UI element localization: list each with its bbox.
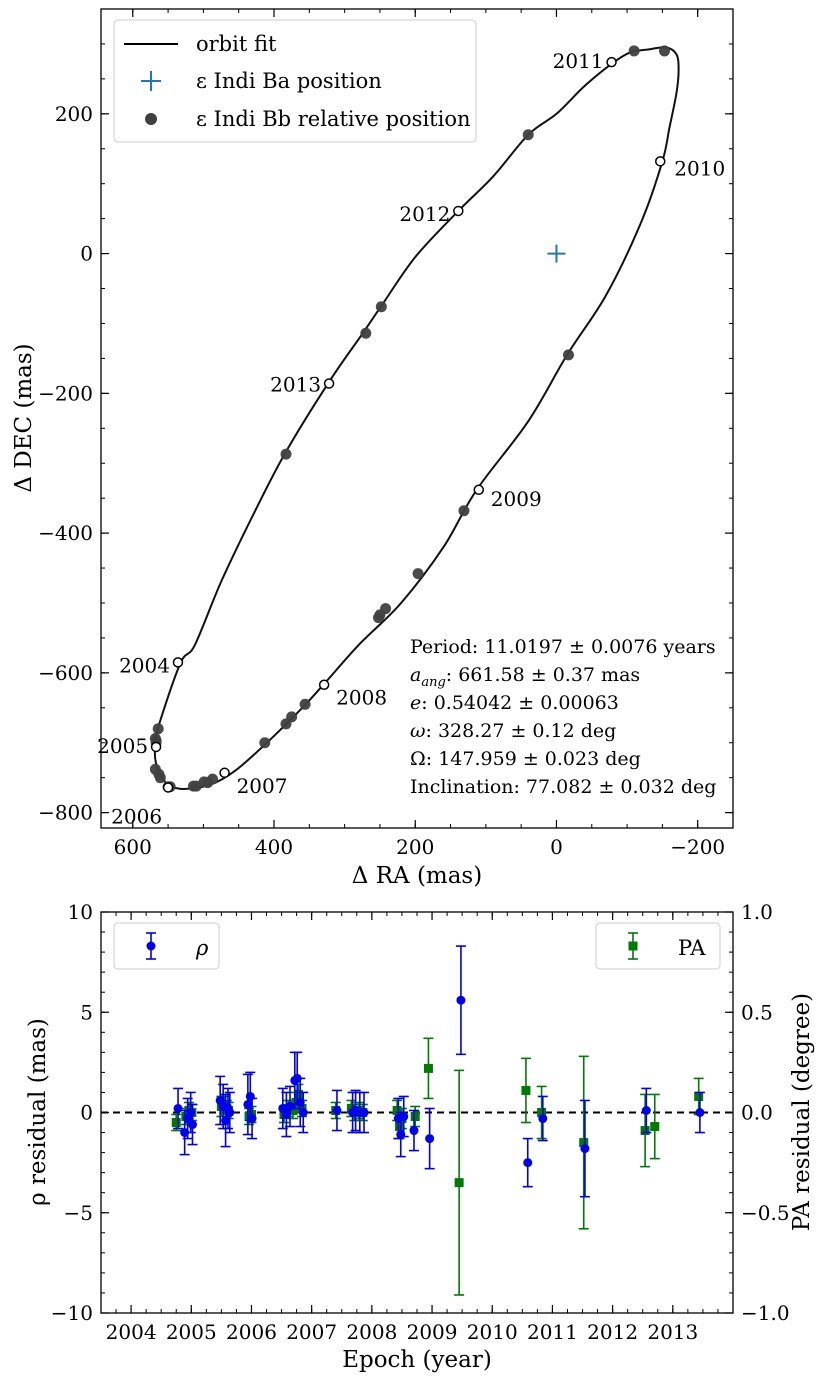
rho-residual-point [299,1108,308,1117]
epoch-label-2005: 2005 [97,733,149,758]
legend-pa-label: PA [678,936,706,960]
orbit-y-tick-label: −600 [38,660,93,685]
epoch-label-2009: 2009 [490,486,542,511]
rho-residual-point [425,1134,434,1143]
param-Omega: Ω: 147.959 ± 0.023 deg [410,748,641,770]
bb-position-point [153,723,164,734]
residual-y2-tick-label: 0.0 [741,1100,773,1125]
rho-residual-point [248,1114,257,1123]
orbit-x-tick-label: 400 [254,835,294,859]
rho-residual-point [246,1092,255,1101]
bb-position-point [458,505,469,516]
legend-ba-label: ε Indi Ba position [196,69,382,93]
rho-residual-point [456,996,465,1005]
epoch-label-2012: 2012 [399,201,451,226]
residual-y2-tick-label: −0.5 [741,1200,790,1225]
bb-position-point [373,612,384,623]
epoch-label-2013: 2013 [270,372,322,397]
residual-y2-tick-label: 0.5 [741,1000,773,1025]
orbit-panel [11,9,733,889]
residual-y-tick-label: −5 [63,1200,93,1225]
epoch-label-2008: 2008 [336,685,388,710]
rho-residual-point [360,1108,369,1117]
legend-bb-dot-icon [145,113,157,125]
epoch-marker-2010 [656,157,665,166]
rho-residual-point [409,1126,418,1135]
epoch-marker-2009 [474,485,483,494]
residual-x-tick-label: 2005 [165,1320,217,1344]
pa-residual-point [650,1122,659,1131]
bb-position-point [360,328,371,339]
residual-x-tick-label: 2008 [346,1320,398,1344]
residual-y2-axis-label: PA residual (degree) [789,992,815,1232]
rho-residual-point [225,1108,234,1117]
bb-position-point [259,737,270,748]
residual-x-tick-label: 2011 [526,1320,578,1344]
param-period: Period: 11.0197 ± 0.0076 years [410,636,716,658]
orbit-y-axis-label: Δ DEC (mas) [11,343,37,493]
bb-position-point [281,449,292,460]
param-inclination: Inclination: 77.082 ± 0.032 deg [410,776,717,798]
epoch-marker-2008 [320,680,329,689]
rho-residual-point [580,1144,589,1153]
orbit-y-tick-label: −400 [38,521,93,546]
residual-x-tick-label: 2007 [286,1320,338,1344]
pa-residual-point [641,1126,650,1135]
residual-x-tick-label: 2006 [226,1320,277,1344]
residual-y-axis-label: ρ residual (mas) [25,1018,51,1206]
bb-position-point [413,568,424,579]
rho-residual-point [186,1108,195,1117]
residual-panel [25,900,815,1373]
orbit-x-tick-label: −200 [670,835,726,859]
residual-x-tick-label: 2010 [466,1320,518,1344]
epoch-label-2007: 2007 [236,773,288,798]
orbit-x-tick-label: 200 [396,835,435,859]
residual-y-tick-label: 10 [67,900,93,924]
epoch-marker-2006 [164,783,173,792]
residual-y2-tick-label: 1.0 [741,900,773,924]
bb-position-point [523,129,534,140]
epoch-marker-2007 [220,768,229,777]
residual-y2-tick-label: −1.0 [741,1301,790,1325]
orbit-y-tick-label: 200 [54,101,93,126]
residual-x-tick-label: 2004 [105,1320,157,1344]
bb-position-point [188,781,199,792]
rho-residual-point [174,1104,183,1113]
epoch-marker-2013 [325,379,334,388]
bb-position-point [300,699,311,710]
orbit-y-tick-label: 0 [80,241,93,266]
legend-bb-label: ε Indi Bb relative position [196,107,471,131]
orbit-y-tick-label: −200 [38,381,93,406]
legend-rho-label: ρ [196,936,209,960]
epoch-label-2011: 2011 [552,49,604,74]
rho-legend [114,923,219,969]
residual-x-axis-label: Epoch (year) [342,1347,492,1373]
bb-position-point [629,45,640,56]
bb-position-point [659,45,670,56]
residual-x-tick-label: 2012 [587,1320,639,1344]
residual-y-tick-label: 5 [80,1000,93,1025]
epoch-label-2006: 2006 [111,804,163,829]
orbit-x-tick-label: 0 [550,835,563,859]
rho-residual-point [188,1120,197,1129]
epoch-marker-2012 [454,206,463,215]
bb-position-point [376,301,387,312]
pa-residual-point [411,1112,420,1121]
pa-residual-point [521,1086,530,1095]
residual-y-tick-label: 0 [80,1100,93,1125]
bb-position-point [150,764,161,775]
bb-position-point [281,718,292,729]
residual-x-tick-label: 2013 [647,1320,699,1344]
rho-residual-point [285,1102,294,1111]
pa-legend [596,923,720,969]
param-omega: ω: 328.27 ± 0.12 deg [410,720,617,742]
orbit-x-axis-label: Δ RA (mas) [351,863,483,889]
legend-orbit-fit-label: orbit fit [196,32,277,56]
rho-residual-point [695,1108,704,1117]
pa-residual-point [694,1092,703,1101]
epoch-label-2004: 2004 [119,653,170,678]
orbit-y-tick-label: −800 [38,800,93,825]
pa-residual-point [455,1178,464,1187]
pa-residual-point [172,1118,181,1127]
bb-position-point [563,349,574,360]
rho-residual-point [538,1114,547,1123]
param-aang: $a_{ang}$: 661.58 ± 0.37 mas [410,664,641,690]
residual-y-tick-label: −10 [50,1301,93,1325]
rho-residual-point [332,1106,341,1115]
rho-residual-point [399,1112,408,1121]
epoch-marker-2004 [173,658,182,667]
residual-x-tick-label: 2009 [406,1320,458,1344]
epoch-marker-2011 [607,58,616,67]
orbit-legend [114,20,476,142]
epoch-marker-2005 [152,742,161,751]
param-e: e: 0.54042 ± 0.00063 [410,692,619,714]
orbit-x-tick-label: 600 [113,835,152,859]
pa-residual-point [424,1064,433,1073]
rho-residual-point [523,1158,532,1167]
rho-residual-point [642,1106,651,1115]
epoch-label-2010: 2010 [674,156,726,181]
